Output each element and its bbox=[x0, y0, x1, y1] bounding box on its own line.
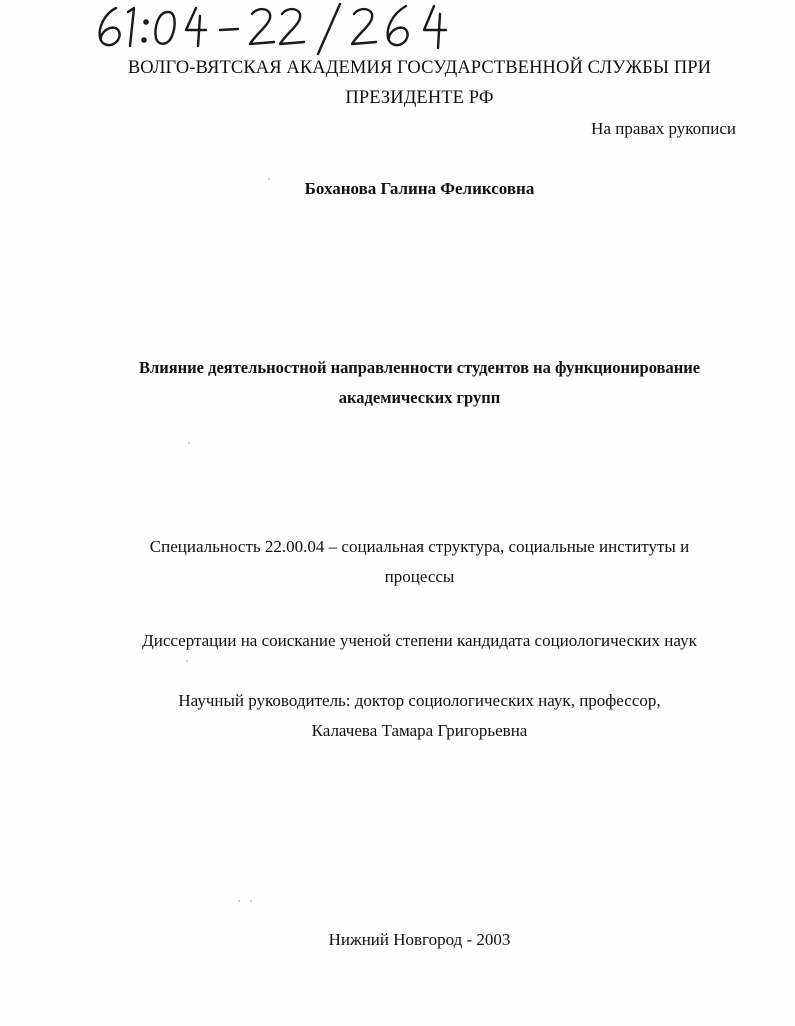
specialty-line-1: Специальность 22.00.04 – социальная структура, социальные институты и bbox=[149, 537, 690, 556]
supervisor-line-2: Калачева Тамара Григорьевна bbox=[311, 721, 528, 740]
degree-statement: Диссертации на соискание ученой степени кандидата социологических наук bbox=[142, 631, 697, 650]
dissertation-title-line-1: Влияние деятельностной направленности студентов на функционирование bbox=[138, 358, 701, 377]
scan-speck bbox=[268, 178, 270, 180]
institution-line-1: ВОЛГО-ВЯТСКАЯ АКАДЕМИЯ ГОСУДАРСТВЕННОЙ СЛУЖБЫ ПРИ bbox=[127, 58, 712, 78]
city-and-year: Нижний Новгород - 2003 bbox=[328, 930, 511, 949]
dissertation-title-line-2: академических групп bbox=[338, 388, 501, 407]
handwritten-code-drawing bbox=[92, 0, 492, 58]
scan-speck bbox=[250, 900, 252, 902]
handwritten-archive-code bbox=[92, 0, 492, 58]
author-name: Боханова Галина Феликсовна bbox=[304, 179, 535, 198]
specialty-line-2: процессы bbox=[384, 567, 455, 586]
scan-speck bbox=[238, 900, 240, 902]
scan-speck bbox=[188, 442, 190, 444]
supervisor-line-1: Научный руководитель: доктор социологических наук, профессор, bbox=[178, 691, 661, 710]
institution-line-2: ПРЕЗИДЕНТЕ РФ bbox=[345, 88, 494, 108]
scan-speck bbox=[186, 660, 188, 662]
manuscript-rights-note: На правах рукописи bbox=[591, 119, 736, 138]
